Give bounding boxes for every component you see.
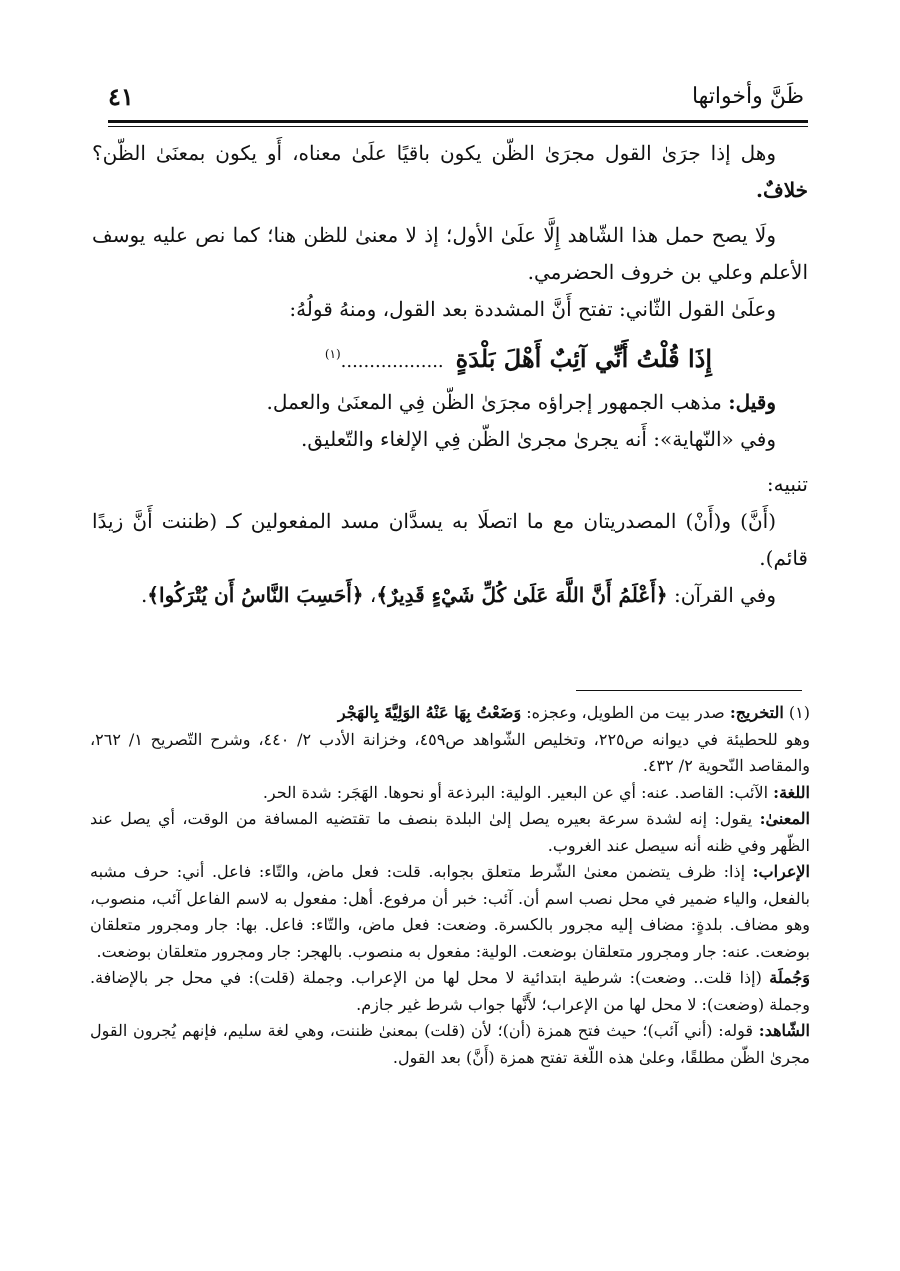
footnote-sources: وهو للحطيئة في ديوانه ص٢٢٥، وتخليص الشّواهد ص٤٥٩، وخزانة الأدب ٢/ ٤٤٠، وشرح التّصريح ١/ ٢٦٢، والمقاصد النّحوية ٢/ ٤٣٢.: [90, 729, 811, 775]
header-rule-thin: [108, 126, 808, 127]
paragraph-2: ولَا يصح حمل هذا الشّاهد إِلَّا علَىٰ الأول؛ إذ لا معنىٰ للظن هنا؛ كما نص عليه يوسف الأعلم وعلي بن خروف الحضرمي.: [92, 223, 808, 284]
paragraph-1: وهل إذا جرَىٰ القول مجرَىٰ الظّن يكون باقيًا علَىٰ معناه، أَو يكون بمعنَىٰ الظّن؟ خلافٌ.: [92, 141, 808, 202]
paragraph-7: وفي القرآن: ﴿أَعْلَمُ أَنَّ اللَّهَ عَلَىٰ كُلِّ شَيْءٍ قَدِيرٌ﴾، ﴿أَحَسِبَ النَّاسُ أَن يُتْرَكُوا﴾.: [140, 583, 776, 607]
footnote-takhrij: (١) التخريج: صدر بيت من الطويل، وعجزه: وَضَعْتُ بِهَا عَنْهُ الوَلِيَّةَ بِالهَجْر: [337, 703, 810, 722]
verse-text: إِذَا قُلْتُ أَنِّي آئِبٌ أَهْلَ بَلْدَةٍ: [455, 344, 712, 373]
page-number: ٤١: [108, 82, 134, 111]
footnote-separator: [576, 690, 802, 691]
verse-dots: ..................: [340, 351, 444, 372]
footnotes: [90, 700, 810, 1071]
paragraph-5: وفي «النّهاية»: أَنه يجرىٰ مجرىٰ الظّن فِي الإلغاء والتّعليق.: [301, 427, 776, 451]
paragraph-6: (أَنَّ) و(أَنْ) المصدريتان مع ما اتصلَا به يسدَّان مسد المفعولين كـ (ظننت أَنَّ زيدًا قائم).: [92, 509, 808, 570]
header-rule-thick: [108, 120, 808, 123]
quran-verse-1: ﴿أَعْلَمُ أَنَّ اللَّهَ عَلَىٰ كُلِّ شَيْءٍ قَدِيرٌ﴾: [376, 583, 668, 607]
footnote-ref: (١): [324, 347, 341, 361]
verse-line: [92, 336, 808, 380]
footnote-lugha: اللغة: الآئب: القاصد. عنه: أي عن البعير. الولية: البرذعة أو نحوها. الهَجَر: شدة الحر.: [262, 782, 810, 802]
paragraph-4-label: وقيل:: [728, 390, 776, 414]
paragraph-4: وقيل: مذهب الجمهور إجراؤه مجرَىٰ الظّن فِي المعنَىٰ والعمل.: [266, 390, 776, 414]
main-text: [92, 135, 808, 614]
footnote-jumla: وَجُملَة (إذا قلت.. وضعت): شرطية ابتدائية لا محل لها من الإعراب. وجملة (قلت): في محل جر بالإضافة. وجملة (وضعت): لا محل لها من الإعراب؛ لأَنَّها جواب شرط غير جازم.: [90, 968, 810, 1014]
running-title: ظَنَّ وأخواتها: [691, 84, 804, 109]
footnote-shahid: الشّاهد: قوله: (أني آئب)؛ حيث فتح همزة (أن)؛ لأن (قلت) بمعنىٰ ظننت، وهي لغة سليم، فإنهم يُجرون القول مجرىٰ الظّن مطلقًا، وعلىٰ هذه اللّغة تفتح همزة (أَنَّ) بعد القول.: [90, 1021, 810, 1067]
section-heading: تنبيه:: [766, 472, 808, 496]
quran-verse-2: ﴿أَحَسِبَ النَّاسُ أَن يُتْرَكُوا﴾: [147, 583, 364, 607]
footnote-irab: الإعراب: إذا: ظرف يتضمن معنىٰ الشّرط متعلق بجوابه. قلت: فعل ماض، والتّاء: فاعل. أني: حرف مشبه بالفعل، والياء ضمير في محل نصب اسم أن. آئب: خبر أن مرفوع. أهل: مفعول به لاسم الفاعل آئب، منصوب، وهو مضاف. بلدةٍ: مضاف إليه مجرور بالكسرة. وضعت: فعل ماض، والتّاء: فاعل. بها: جار ومجرور متعلقان بوضعت. عنه: جار ومجرور متعلقان بوضعت. الولية: مفعول به منصوب. بالهجر: جار ومجرور متعلقان بوضعت.: [90, 862, 810, 961]
paragraph-1-bold: خلافٌ.: [756, 178, 808, 202]
footnote-maana: المعنىٰ: يقول: إنه لشدة سرعة بعيره يصل إلىٰ البلدة بنصف ما تقتضيه المسافة من الوقت، أي يصل عند الظّهر وفي ظنه أنه سيصل عند الغروب.: [90, 809, 810, 855]
paragraph-3: وعلَىٰ القول الثّاني: تفتح أَنَّ المشددة بعد القول، ومنهُ قولُهُ:: [289, 297, 776, 321]
